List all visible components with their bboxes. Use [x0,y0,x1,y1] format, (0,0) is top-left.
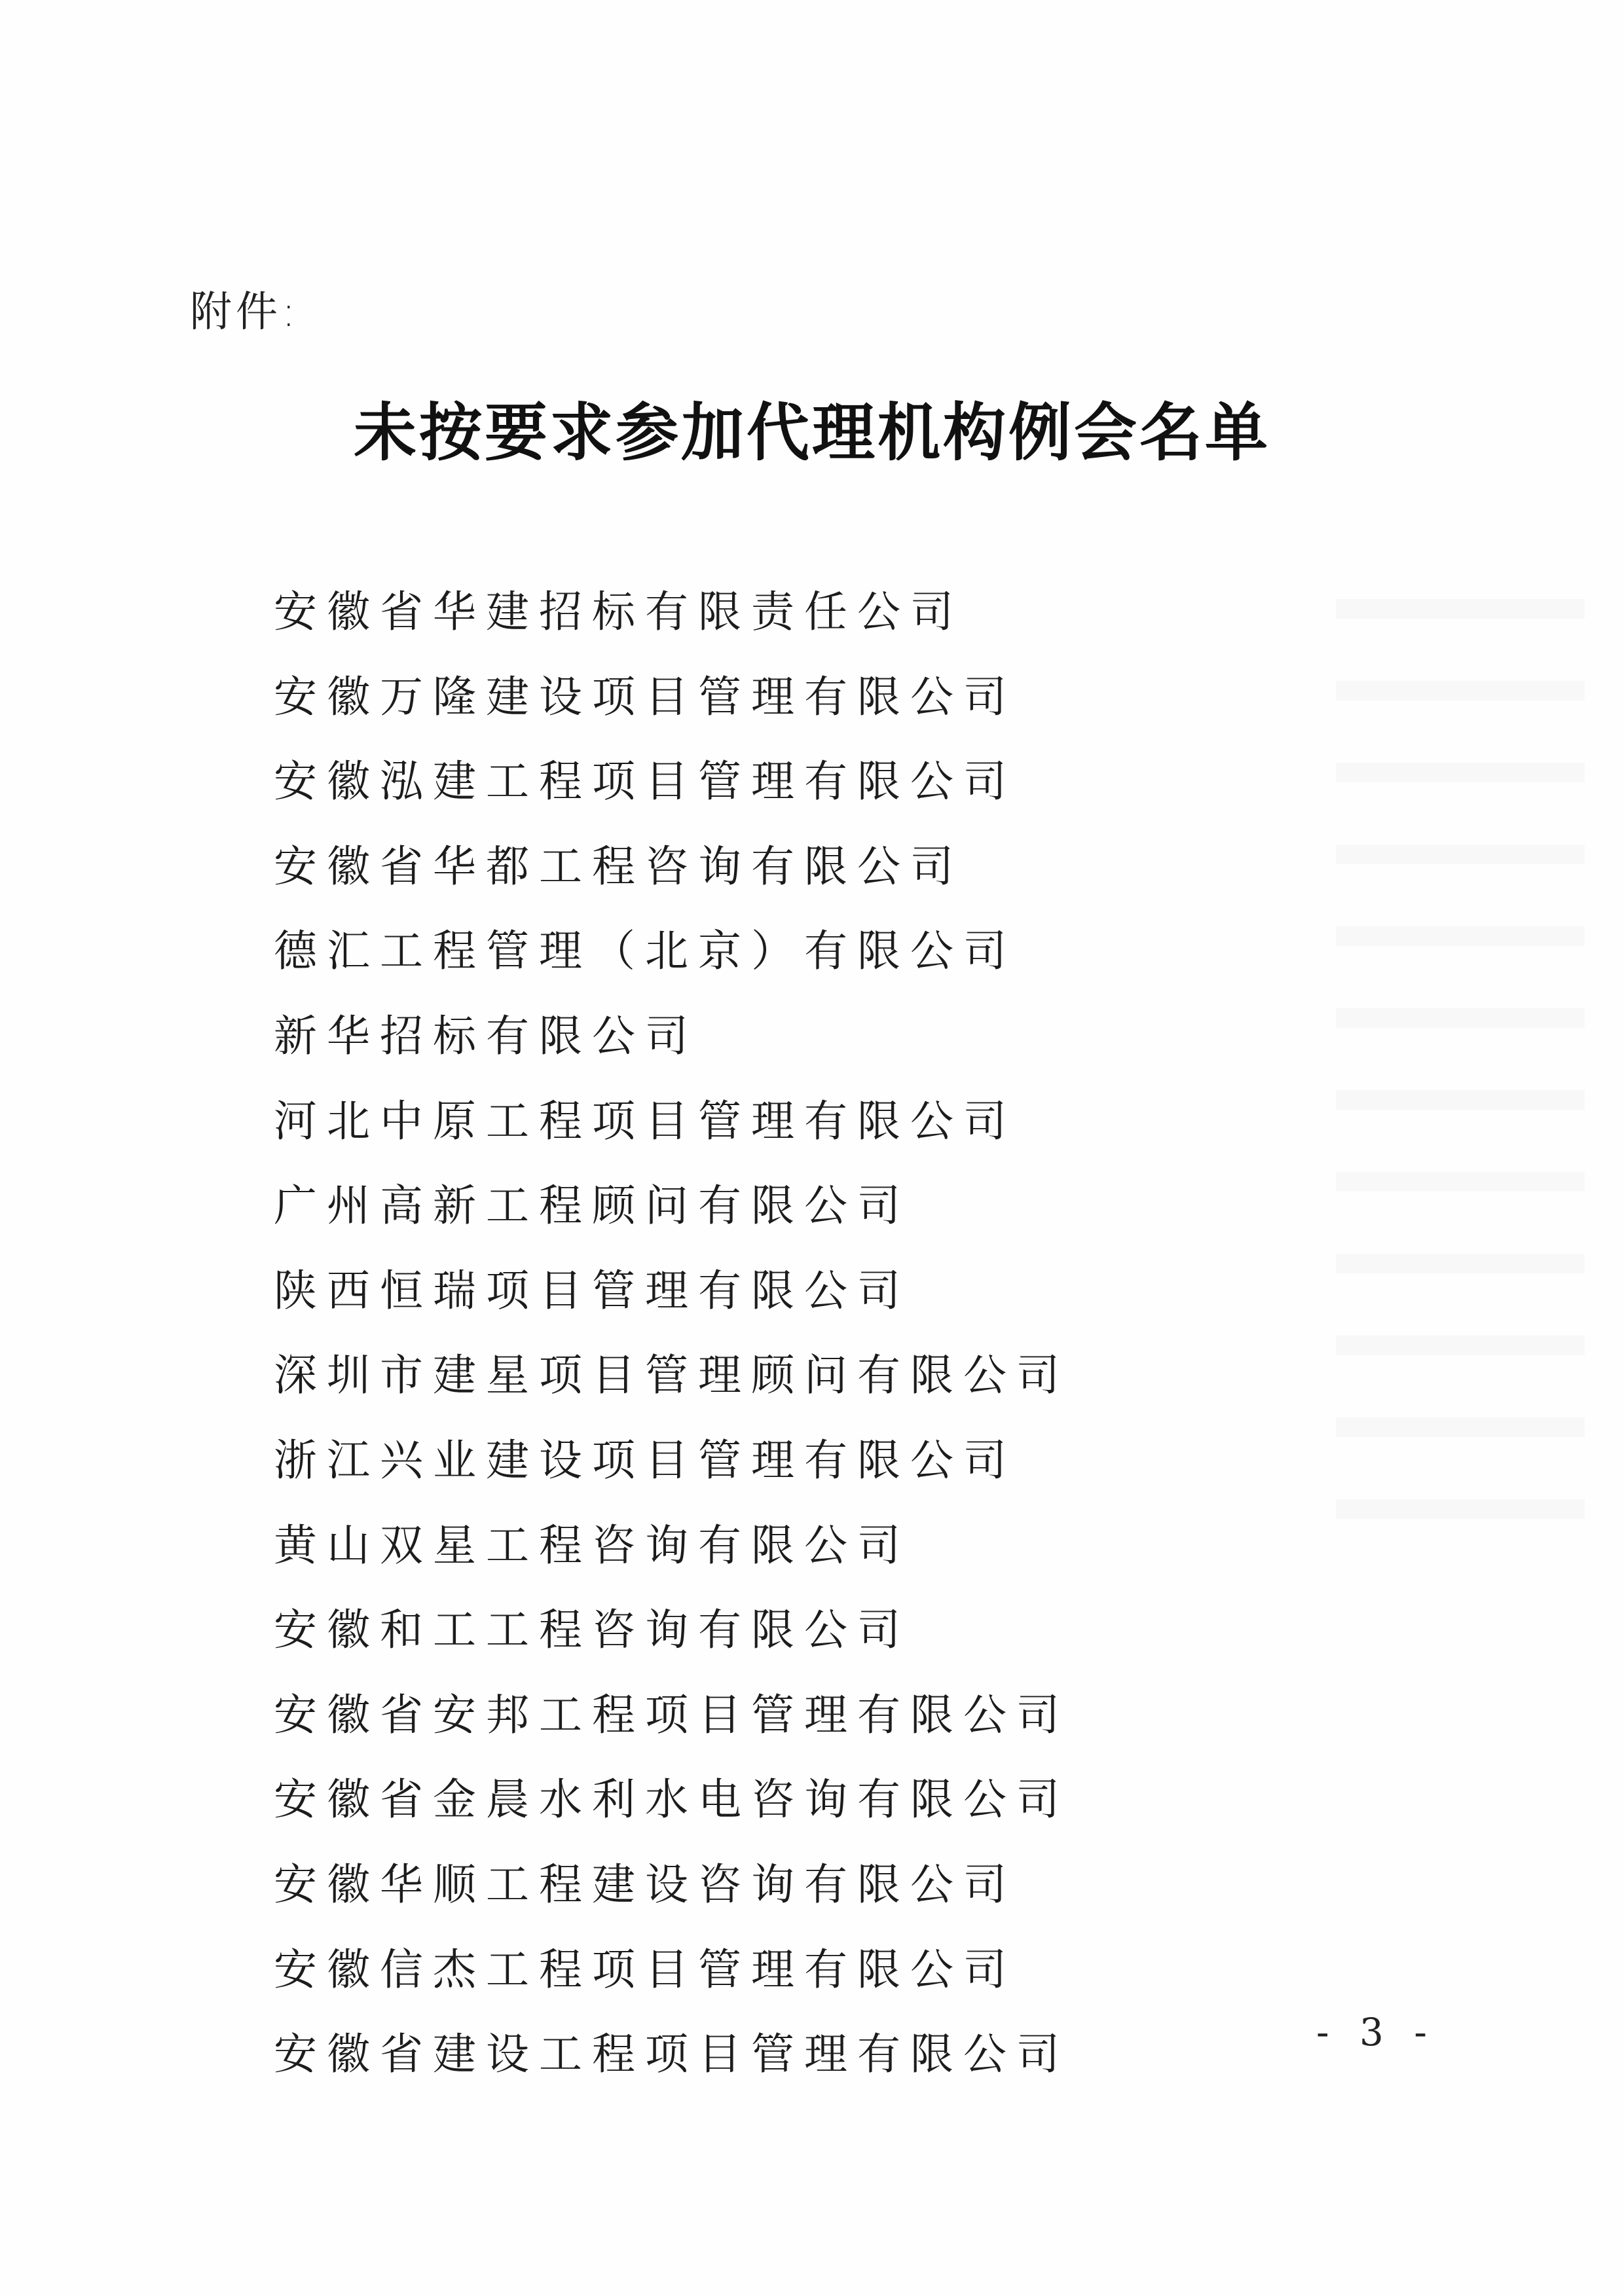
list-item: 安徽和工工程咨询有限公司 [274,1605,910,1656]
list-item: 安徽省安邦工程项目管理有限公司 [274,1689,1069,1740]
list-item: 河北中原工程项目管理有限公司 [274,1095,1016,1146]
page-number: - 3 - [1316,2010,1436,2054]
company-list [274,570,1069,2097]
list-item: 浙江兴业建设项目管理有限公司 [274,1434,1016,1485]
list-item: 深圳市建星项目管理顾问有限公司 [274,1350,1069,1401]
list-item: 安徽省建设工程项目管理有限公司 [274,2029,1069,2080]
list-item: 安徽省华建招标有限责任公司 [274,587,963,637]
attachment-label: 附件: [190,288,300,337]
list-item: 安徽信杰工程项目管理有限公司 [274,1944,1016,1995]
list-item: 安徽华顺工程建设咨询有限公司 [274,1859,1016,1910]
list-item: 陕西恒瑞项目管理有限公司 [274,1265,910,1316]
list-item: 黄山双星工程咨询有限公司 [274,1520,910,1571]
document-title: 未按要求参加代理机构例会名单 [354,396,1270,469]
list-item: 广州高新工程顾问有限公司 [274,1180,910,1231]
list-item: 安徽省华都工程咨询有限公司 [274,841,963,892]
list-item: 安徽省金晨水利水电咨询有限公司 [274,1774,1069,1825]
list-item: 安徽万隆建设项目管理有限公司 [274,671,1016,722]
list-item: 德汇工程管理（北京）有限公司 [274,926,1016,977]
list-item: 新华招标有限公司 [274,1010,698,1061]
list-item: 安徽泓建工程项目管理有限公司 [274,756,1016,807]
bleed-through-shadow [1336,537,1585,1519]
